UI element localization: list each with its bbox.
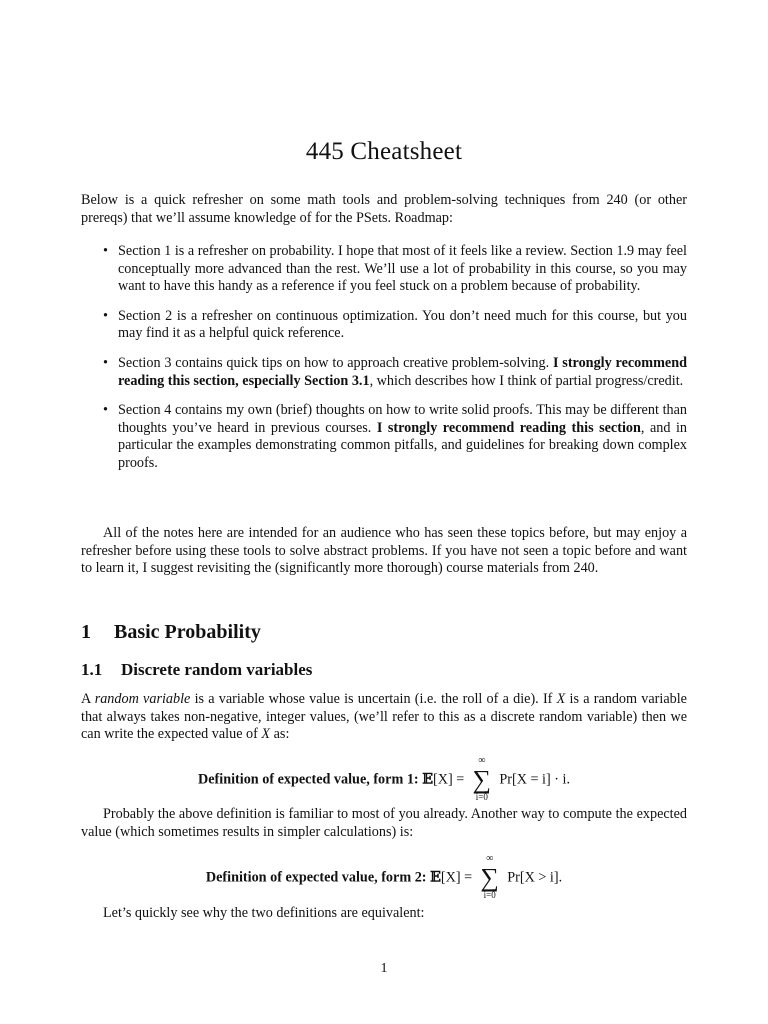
- bullet-icon: •: [103, 402, 108, 419]
- sum-symbol: ∑: [472, 765, 492, 794]
- summation-icon: [471, 755, 493, 802]
- summation-icon: [479, 853, 501, 900]
- equation-label: Definition of expected value, form 1:: [197, 771, 419, 788]
- sum-upper-limit: ∞: [486, 853, 494, 864]
- page-number: 1: [380, 961, 388, 976]
- random-variable-paragraph: [81, 691, 687, 744]
- subsection-heading: [81, 660, 312, 680]
- sum-lower-limit: i=0: [483, 890, 496, 900]
- equivalence-paragraph: Let’s quickly see why the two definitions are equivalent:: [103, 905, 425, 921]
- equation-label: Definition of expected value, form 2:: [205, 869, 427, 886]
- roadmap-item: [81, 243, 687, 296]
- page-title: 445 Cheatsheet: [305, 138, 463, 165]
- text-run: as:: [270, 726, 290, 743]
- roadmap-item-emphasis: I strongly recommend reading this section, especially Section 3.1: [118, 354, 687, 389]
- equation-expected-value-form-2: [0, 853, 768, 900]
- equation-rhs: Pr[X > i].: [507, 869, 563, 886]
- roadmap-item-text: , and in particular the examples demonstrating common pitfalls, and guidelines for breaking down complex proofs.: [118, 419, 687, 471]
- roadmap-item: [81, 355, 687, 390]
- text-run: is a random variable that always takes non-negative, integer values, (we’ll refer to this as a discrete random variable) then we can write the expected value of: [81, 691, 687, 743]
- sum-symbol: ∑: [480, 863, 499, 892]
- section-number: 1: [81, 621, 91, 643]
- expectation-symbol: 𝔼: [430, 869, 441, 886]
- math-variable: X: [261, 726, 271, 743]
- audience-paragraph: All of the notes here are intended for an audience who has seen these topics before, but may enjoy a refresher before using these tools to solve abstract problems. If you have not seen a topic before and want to learn it, I suggest revisiting the (significantly more thorough) course materials from 240.: [81, 525, 687, 577]
- roadmap-item-text: Section 3 contains quick tips on how to approach creative problem-solving.: [118, 354, 553, 371]
- roadmap-list: [81, 243, 687, 485]
- subsection-number: 1.1: [81, 660, 103, 679]
- roadmap-item: [81, 308, 687, 343]
- bullet-icon: •: [103, 307, 108, 324]
- alternate-form-paragraph: Probably the above definition is familiar to most of you already. Another way to compute the expected value (which sometimes results in simpler calculations) is:: [81, 806, 687, 840]
- roadmap-item-text: Section 2 is a refresher on continuous optimization. You don’t need much for this course, but you may find it as a helpful quick reference.: [118, 307, 687, 342]
- roadmap-item-text: Section 4 contains my own (brief) thoughts on how to write solid proofs. This may be different than thoughts you’ve heard in previous courses.: [118, 402, 687, 436]
- sum-upper-limit: ∞: [478, 755, 486, 766]
- text-run: is a variable whose value is uncertain (i.e. the roll of a die). If: [190, 691, 557, 707]
- subsection-title: Discrete random variables: [121, 660, 313, 679]
- expectation-symbol: 𝔼: [422, 771, 434, 788]
- equation-lhs: [X] =: [440, 869, 473, 886]
- sum-lower-limit: i=0: [475, 792, 488, 802]
- roadmap-item: [81, 402, 687, 472]
- bullet-icon: •: [103, 243, 108, 259]
- math-variable: X: [556, 691, 566, 707]
- equation-expected-value-form-1: [0, 755, 768, 802]
- equation-lhs: [X] =: [433, 771, 465, 788]
- emphasis-term: random variable: [94, 691, 191, 707]
- roadmap-item-emphasis: I strongly recommend reading this section: [376, 419, 641, 436]
- roadmap-item-text: , which describes how I think of partial progress/credit.: [369, 372, 684, 389]
- intro-paragraph: Below is a quick refresher on some math tools and problem-solving techniques from 240 (or other prereqs) that we’ll assume knowledge of for the PSets. Roadmap:: [81, 192, 687, 226]
- bullet-icon: •: [103, 354, 108, 371]
- roadmap-item-text: Section 1 is a refresher on probability. I hope that most of it feels like a review. Section 1.9 may feel conceptually more advanced than the rest. We’ll use a lot of probability in this course, so you may want to have this handy as a reference if you feel stuck on a problem because of probability.: [118, 243, 687, 295]
- text-run: A: [81, 691, 95, 707]
- equation-rhs: Pr[X = i] · i.: [499, 771, 571, 788]
- section-heading: [81, 621, 261, 644]
- section-title: Basic Probability: [114, 621, 261, 643]
